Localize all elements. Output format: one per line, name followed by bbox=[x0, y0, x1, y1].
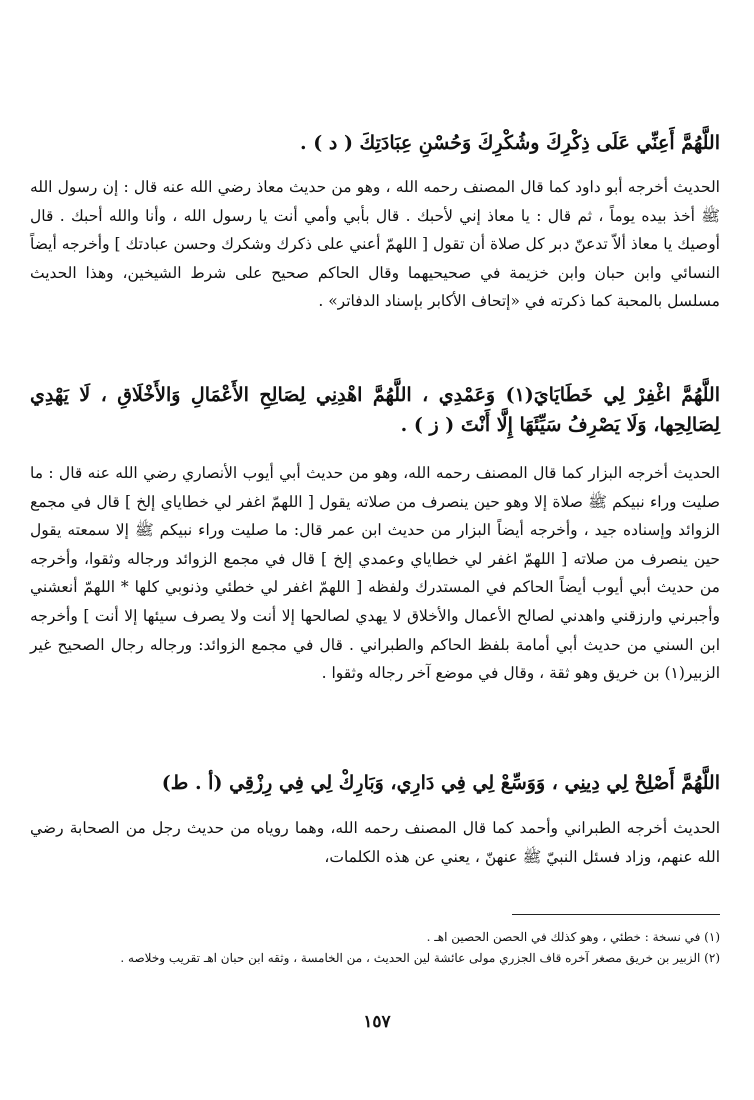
heading-dua-2: اللَّهُمَّ اغْفِرْ لِي خَطَايَايَ(١) وَعَمْدِي ، اللَّهُمَّ اهْدِنِي لِصَالِحِ الأَعْمَالِ وَالأَخْلَاقِ ، لَا يَهْدِي لِصَالِحِها، وَلَا يَصْرِفُ سَيِّئَهَا إِلَّا أَنْتَ ( ز ) . bbox=[30, 384, 720, 436]
paragraph-hadith-1: الحديث أخرجه أبو داود كما قال المصنف رحمه الله ، وهو من حديث معاذ رضي الله عنه قال : إن رسول الله ﷺ أخذ بيده يوماً ، ثم قال : يا معاذ إني لأحبك . قال بأبي وأمي أنت يا رسول الله ، وأنا والله أحبك . قال أوصيك يا معاذ ألاّ تدعنّ دبر كل صلاة أن تقول [ اللهمّ أعني على ذكرك وشكرك وحسن عبادتك ] وأخرجه أيضاً النسائي وابن حبان وابن خزيمة في صحيحيهما وقال الحاكم صحيح على شرط الشيخين، وهذا الحديث مسلسل بالمحبة كما ذكرته في «إتحاف الأكابر بإسناد الدفاتر» . bbox=[30, 178, 720, 311]
heading-dua-1: اللَّهُمَّ أَعِنِّي عَلَى ذِكْرِكَ وشُكْرِكَ وَحُسْنِ عِبَادَتِكَ ( د ) . bbox=[300, 132, 720, 154]
footnote-2: (٢) الزبير بن خريق مصغر آخره قاف الجزري مولى عائشة لين الحديث ، من الخامسة ، وثقه ابن حبان اهـ تقريب وخلاصه . bbox=[120, 951, 720, 965]
page-number: ١٥٧ bbox=[363, 1012, 391, 1032]
footnotes bbox=[30, 927, 720, 969]
paragraph-hadith-2: الحديث أخرجه البزار كما قال المصنف رحمه الله، وهو من حديث أبي أيوب الأنصاري رضي الله عنه قال : ما صليت وراء نبيكم ﷺ صلاة إلا وهو حين ينصرف من صلاته يقول [ اللهمّ اغفر لي خطاياي إلخ ] قال في مجمع الزوائد وإسناده جيد ، وأخرجه أيضاً البزار من حديث ابن عمر قال: ما صليت وراء نبيكم ﷺ إلا سمعته يقول حين ينصرف من صلاته [ اللهمّ اغفر لي خطاياي وعمدي إلخ ] قال في مجمع الزوائد ورجاله وثقوا، وأخرجه من حديث أبي أيوب أيضاً الحاكم في المستدرك ولفظه [ اللهمّ اغفر لي خطئي وذنوبي كلها * اللهمّ أنعشني وأجبرني وارزقني واهدني لصالح الأعمال والأخلاق لا يهدي لصالحها إلا أنت ولا يصرف سيئها إلا أنت ] وأخرجه ابن السني من حديث أبي أمامة بلفظ الحاكم والطبراني . قال في مجمع الزوائد: ورجاله رجال الصحيح غير الزبير(١) بن خريق وهو ثقة ، وقال في موضع آخر رجاله وثقوا . bbox=[30, 464, 720, 683]
paragraph-hadith-3: الحديث أخرجه الطبراني وأحمد كما قال المصنف رحمه الله، وهما روياه من حديث رجل من الصحابة رضي الله عنهم، وزاد فسئل النبيّ ﷺ عنهنّ ، يعني عن هذه الكلمات، bbox=[30, 819, 720, 866]
footnote-1: (١) في نسخة : خطئي ، وهو كذلك في الحصن الحصين اهـ . bbox=[426, 930, 720, 944]
footnote-divider bbox=[512, 914, 720, 915]
heading-dua-3: اللَّهُمَّ أَصْلِحْ لِي دِينِي ، وَوَسِّعْ لِي فِي دَارِي، وَبَارِكْ لِي فِي رِزْقِي (أ . ط) bbox=[161, 772, 720, 794]
